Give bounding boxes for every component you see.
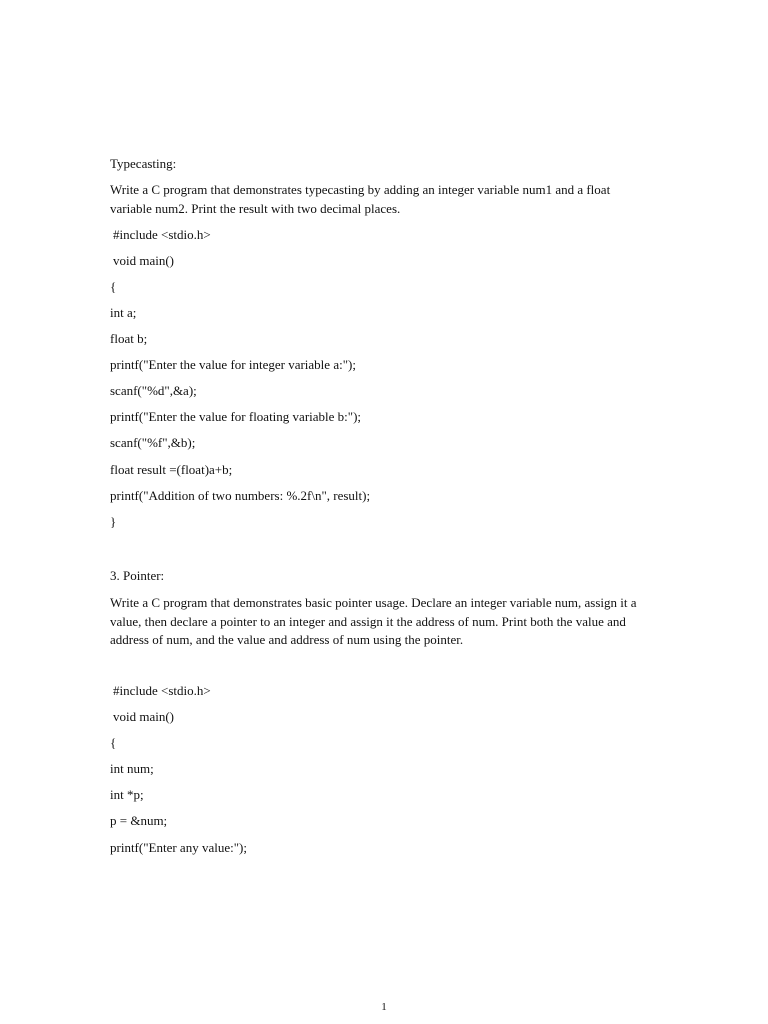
code-line: } [110, 514, 117, 529]
code-line: float result =(float)a+b; [110, 462, 233, 477]
section-heading-pointer: 3. Pointer: [110, 568, 165, 583]
code-line: scanf("%f",&b); [110, 435, 196, 450]
code-line: printf("Enter the value for floating variable b:"); [110, 409, 362, 424]
section-description-pointer: Write a C program that demonstrates basic pointer usage. Declare an integer variable num, assign it a value, then declare a pointer to an integer and assign it the address of num. Print both the value and address of num, and the value and address of num using the pointer. [110, 595, 637, 647]
code-line: #include <stdio.h> [113, 227, 211, 242]
section-description-typecasting: Write a C program that demonstrates typecasting by adding an integer variable num1 and a float variable num2. Print the result with two decimal places. [110, 182, 611, 216]
code-line: printf("Addition of two numbers: %.2f\n", result); [110, 488, 371, 503]
code-line: int *p; [110, 787, 144, 802]
code-line: void main() [113, 709, 175, 724]
code-line: int num; [110, 761, 154, 776]
code-line: p = &num; [110, 813, 168, 828]
code-line: printf("Enter the value for integer variable a:"); [110, 357, 356, 372]
code-line: int a; [110, 305, 137, 320]
code-line: printf("Enter any value:"); [110, 840, 247, 855]
code-line: { [110, 279, 117, 294]
section-heading-typecasting: Typecasting: [110, 156, 177, 171]
code-line: void main() [113, 253, 175, 268]
code-line: scanf("%d",&a); [110, 383, 197, 398]
code-line: float b; [110, 331, 148, 346]
page-number: 1 [381, 1001, 387, 1013]
code-line: { [110, 735, 117, 750]
code-line: #include <stdio.h> [113, 683, 211, 698]
